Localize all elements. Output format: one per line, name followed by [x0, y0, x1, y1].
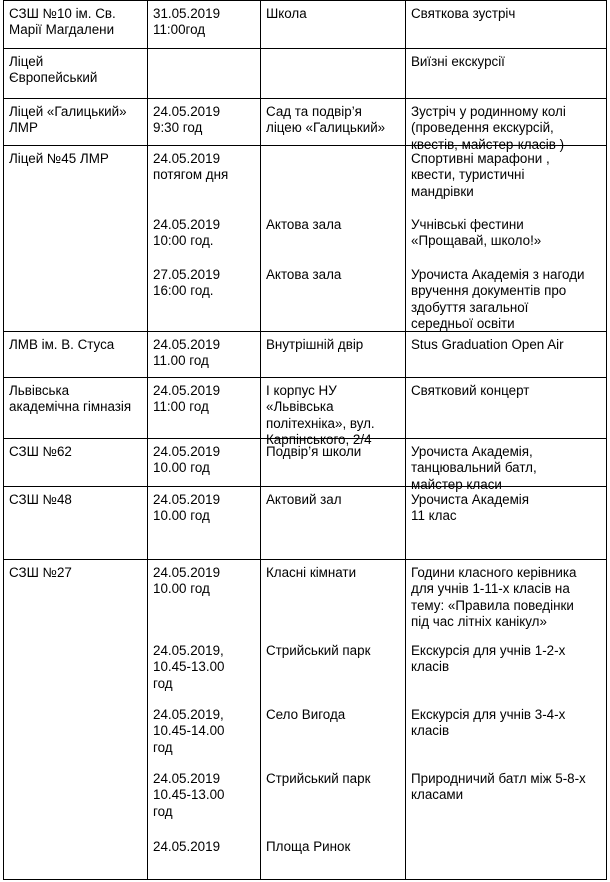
- cell-text-line: І корпус НУ: [266, 383, 337, 398]
- event-cell: [406, 1, 607, 49]
- table-row: [4, 487, 607, 560]
- cell-text-line: здобуття загальної: [411, 299, 529, 315]
- event-entry: [411, 643, 604, 676]
- cell-text-line: Урочиста Академія з нагоди: [411, 267, 585, 282]
- cell-text-line: ліцею «Галицький»: [266, 120, 386, 136]
- date-entry: [153, 337, 258, 370]
- date-cell: [148, 99, 261, 146]
- cell-text-line: майстер класи: [411, 476, 502, 492]
- event-cell: [406, 487, 607, 560]
- cell-text-line: 11 клас: [411, 508, 457, 524]
- place-cell: [261, 560, 406, 880]
- cell-text-line: тему: «Правила поведінки: [411, 597, 574, 613]
- cell-text-line: СЗШ №10 ім. Св.: [9, 6, 116, 21]
- cell-text-line: 24.05.2019: [153, 217, 221, 232]
- cell-text-line: 10.45-13.00: [153, 659, 225, 675]
- cell-text-line: 24.05.2019: [153, 151, 221, 166]
- cell-text-line: 24.05.2019,: [153, 707, 224, 722]
- cell-text-line: «Львівська: [266, 399, 334, 415]
- cell-text-line: Львівська: [9, 383, 70, 398]
- cell-text-line: «Прощавай, школо!»: [411, 233, 542, 249]
- school-cell: [4, 99, 148, 146]
- cell-text-line: 24.05.2019: [153, 771, 221, 786]
- cell-text-line: (проведення екскурсій,: [411, 120, 554, 136]
- date-entry: [153, 565, 258, 598]
- cell-text-line: Урочиста Академія: [411, 492, 530, 507]
- cell-text-line: Ліцей: [9, 54, 44, 69]
- place-cell: [261, 487, 406, 560]
- event-entry: [411, 383, 604, 399]
- cell-text-line: для учнів 1-11-х класів на: [411, 581, 570, 597]
- cell-text-line: Учнівські фестини: [411, 217, 524, 232]
- cell-text-line: під час літніх канікул»: [411, 614, 547, 630]
- event-entry: [411, 707, 604, 740]
- cell-text-line: Подвір’я школи: [266, 444, 362, 459]
- cell-text-line: Святкова зустріч: [411, 6, 516, 21]
- event-entry: [411, 492, 604, 525]
- date-entry: [153, 383, 258, 416]
- event-entry: [411, 151, 604, 200]
- place-cell: [261, 49, 406, 99]
- event-entry: [411, 217, 604, 250]
- place-entry: [266, 839, 403, 855]
- cell-text-line: ЛМВ ім. В. Стуса: [9, 337, 115, 352]
- cell-text-line: 24.05.2019: [153, 565, 221, 580]
- cell-text-line: Внутрішній двір: [266, 337, 364, 352]
- date-entry: [153, 643, 258, 692]
- cell-text-line: 24.05.2019: [153, 839, 221, 854]
- cell-text-line: квестів, майстер-класів ): [411, 136, 565, 152]
- date-entry: [153, 771, 258, 820]
- cell-text-line: Європейський: [9, 70, 98, 86]
- event-cell: [406, 439, 607, 492]
- event-entry: [411, 771, 604, 804]
- cell-text-line: Спортивні марафони ,: [411, 151, 550, 166]
- cell-text-line: ЛМР: [9, 120, 38, 136]
- table-row: [4, 560, 607, 880]
- place-cell: [261, 378, 406, 448]
- cell-text-line: год: [153, 803, 173, 819]
- event-entry: [411, 6, 604, 22]
- table-row: [4, 99, 607, 146]
- date-entry: [153, 6, 258, 39]
- event-entry: [411, 565, 604, 631]
- cell-text-line: 11.00 год: [153, 353, 209, 369]
- date-cell: [148, 439, 261, 487]
- cell-text-line: Площа Ринок: [266, 839, 351, 854]
- date-cell: [148, 146, 261, 332]
- date-cell: [148, 49, 261, 99]
- cell-text-line: 10.00 год: [153, 460, 210, 476]
- date-entry: [153, 151, 258, 184]
- place-entry: [266, 771, 403, 787]
- event-entry: [411, 54, 604, 70]
- date-entry: [153, 707, 258, 756]
- event-cell: [406, 99, 607, 152]
- cell-text-line: СЗШ №62: [9, 444, 72, 459]
- event-cell: [406, 146, 607, 332]
- cell-text-line: Екскурсія для учнів 1-2-х: [411, 643, 566, 658]
- table-row: [4, 146, 607, 332]
- table-row: [4, 49, 607, 99]
- date-entry: [153, 492, 258, 525]
- place-cell: [261, 1, 406, 49]
- cell-text-line: 10.00 год: [153, 581, 210, 597]
- date-cell: [148, 560, 261, 880]
- cell-text-line: Класні кімнати: [266, 565, 357, 580]
- cell-text-line: 9:30 год: [153, 120, 203, 136]
- events-table-body: [4, 1, 607, 880]
- cell-text-line: Школа: [266, 6, 307, 21]
- cell-text-line: Природничий батл між 5-8-х: [411, 771, 586, 786]
- cell-text-line: класів: [411, 659, 450, 675]
- school-cell: [4, 560, 148, 880]
- date-entry: [153, 267, 258, 300]
- place-entry: [266, 565, 403, 581]
- date-entry: [153, 217, 258, 250]
- date-cell: [148, 332, 261, 378]
- table-row: [4, 439, 607, 487]
- cell-text-line: Святковий концерт: [411, 383, 530, 398]
- place-entry: [266, 444, 403, 460]
- cell-text-line: 16:00 год.: [153, 283, 214, 299]
- cell-text-line: СЗШ №48: [9, 492, 72, 507]
- cell-text-line: 24.05.2019: [153, 383, 221, 398]
- cell-text-line: Години класного керівника: [411, 565, 577, 580]
- cell-text-line: Актовий зал: [266, 492, 342, 507]
- place-cell: [261, 99, 406, 146]
- cell-text-line: Стрийський парк: [266, 643, 371, 658]
- cell-text-line: Ліцей №45 ЛМР: [9, 151, 109, 166]
- cell-text-line: 24.05.2019: [153, 337, 221, 352]
- cell-text-line: Екскурсія для учнів 3-4-х: [411, 707, 566, 722]
- cell-text-line: класами: [411, 787, 464, 803]
- date-cell: [148, 1, 261, 49]
- school-cell: [4, 146, 148, 332]
- table-row: [4, 1, 607, 49]
- table-row: [4, 332, 607, 378]
- place-cell: [261, 146, 406, 332]
- date-entry: [153, 444, 258, 477]
- cell-text-line: танцювальний батл,: [411, 460, 537, 476]
- cell-text-line: 24.05.2019,: [153, 643, 224, 658]
- school-cell: [4, 378, 148, 439]
- school-cell: [4, 487, 148, 560]
- school-cell: [4, 49, 148, 99]
- event-cell: [406, 560, 607, 880]
- cell-text-line: 24.05.2019: [153, 444, 221, 459]
- cell-text-line: мандрівки: [411, 183, 474, 199]
- place-entry: [266, 6, 403, 22]
- cell-text-line: квести, туристичні: [411, 167, 525, 183]
- event-cell: [406, 378, 607, 439]
- cell-text-line: Урочиста Академія,: [411, 444, 533, 459]
- cell-text-line: Виїзні екскурсії: [411, 54, 505, 69]
- cell-text-line: 11:00 год: [153, 399, 209, 415]
- cell-text-line: середньої освіти: [411, 316, 515, 332]
- place-entry: [266, 267, 403, 283]
- cell-text-line: Зустріч у родинному колі: [411, 104, 566, 119]
- cell-text-line: год: [153, 739, 173, 755]
- place-entry: [266, 492, 403, 508]
- place-entry: [266, 104, 403, 137]
- place-entry: [266, 337, 403, 353]
- event-entry: [411, 337, 604, 353]
- date-entry: [153, 839, 258, 855]
- cell-text-line: академічна гімназія: [9, 399, 132, 415]
- cell-text-line: 27.05.2019: [153, 267, 221, 282]
- cell-text-line: 10.00 год: [153, 508, 210, 524]
- place-entry: [266, 217, 403, 233]
- school-cell: [4, 439, 148, 487]
- cell-text-line: 24.05.2019: [153, 104, 221, 119]
- cell-text-line: політехніка», вул.: [266, 415, 375, 431]
- cell-text-line: год: [153, 675, 173, 691]
- cell-text-line: Актова зала: [266, 267, 342, 282]
- event-entry: [411, 267, 604, 333]
- cell-text-line: СЗШ №27: [9, 565, 72, 580]
- cell-text-line: Село Вигода: [266, 707, 346, 722]
- cell-text-line: 10.45-14.00: [153, 723, 225, 739]
- cell-text-line: потягом дня: [153, 167, 229, 183]
- school-cell: [4, 1, 148, 49]
- school-cell: [4, 332, 148, 378]
- event-cell: [406, 49, 607, 99]
- cell-text-line: 10.45-13.00: [153, 787, 225, 803]
- cell-text-line: Ліцей «Галицький»: [9, 104, 127, 119]
- cell-text-line: вручення документів про: [411, 283, 567, 299]
- cell-text-line: Stus Graduation Open Air: [411, 337, 564, 352]
- cell-text-line: Марії Магдалени: [9, 22, 115, 38]
- place-entry: [266, 643, 403, 659]
- place-cell: [261, 332, 406, 378]
- cell-text-line: Сад та подвір’я: [266, 104, 362, 119]
- event-cell: [406, 332, 607, 378]
- cell-text-line: 31.05.2019: [153, 6, 221, 21]
- events-table: [3, 0, 607, 880]
- place-entry: [266, 707, 403, 723]
- place-cell: [261, 439, 406, 487]
- cell-text-line: класів: [411, 723, 450, 739]
- date-cell: [148, 378, 261, 439]
- cell-text-line: Карпінського, 2/4: [266, 432, 372, 448]
- cell-text-line: 11:00год: [153, 22, 206, 38]
- cell-text-line: 24.05.2019: [153, 492, 221, 507]
- cell-text-line: Стрийський парк: [266, 771, 371, 786]
- cell-text-line: 10:00 год.: [153, 233, 214, 249]
- date-entry: [153, 104, 258, 137]
- table-row: [4, 378, 607, 439]
- cell-text-line: Актова зала: [266, 217, 342, 232]
- date-cell: [148, 487, 261, 560]
